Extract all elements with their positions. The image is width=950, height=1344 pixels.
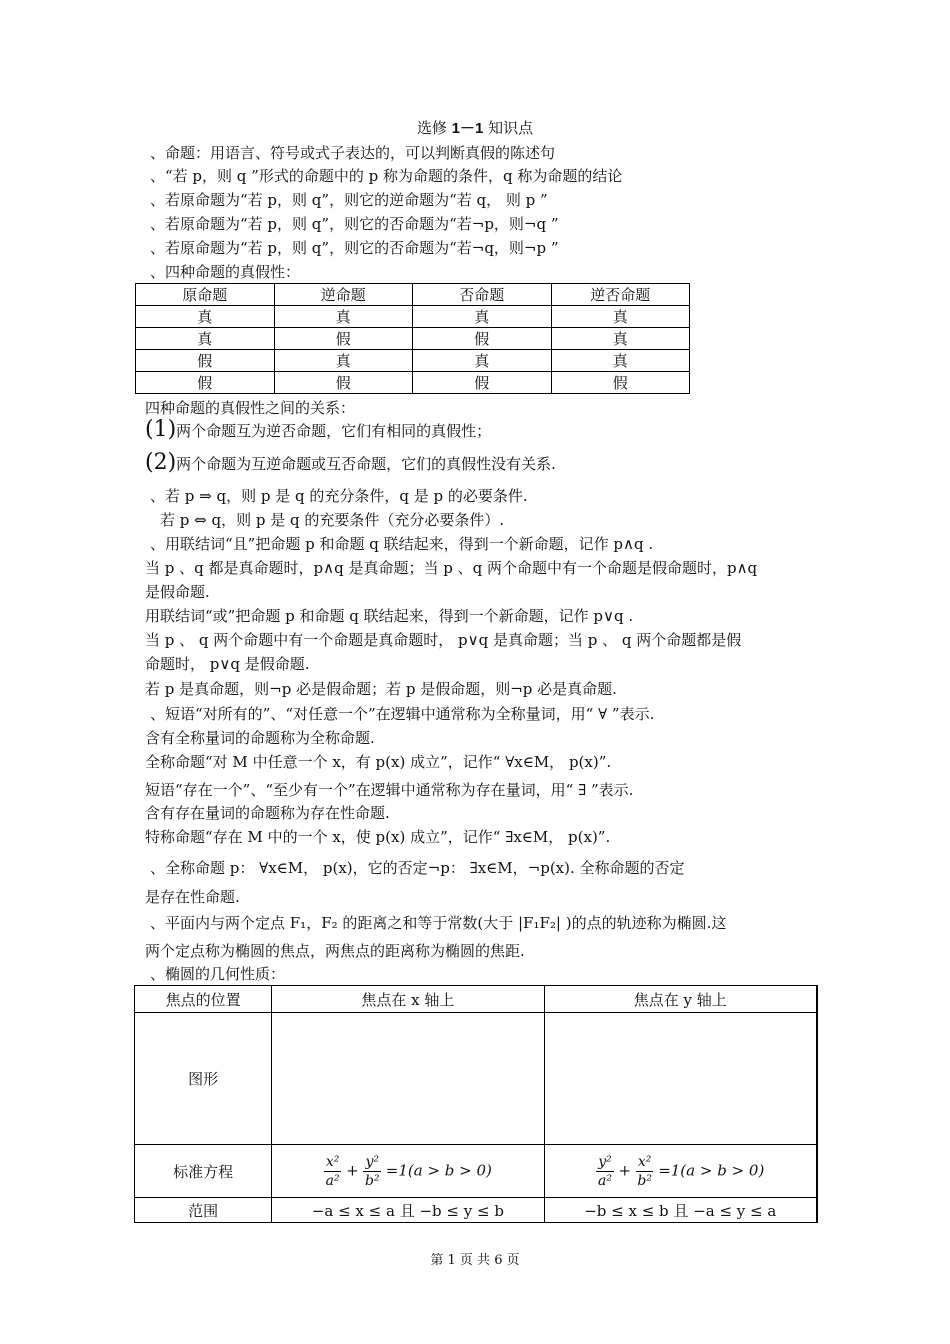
equation-tail: =1(a > b > 0): [385, 1161, 492, 1179]
title-suffix: 知识点: [488, 119, 534, 137]
table-row: [135, 1198, 818, 1223]
table-cell: 假: [274, 328, 413, 350]
denominator: b²: [637, 1172, 652, 1189]
equation-y-axis: $\frac{\text{y²}}{\text{a²}}$ + $\frac{\text{x²}}{\text{b²}}$ =1(a > b > 0): [544, 1145, 817, 1198]
table-cell: 真: [551, 328, 690, 350]
or-truth-1: 当 p 、 q 两个命题中有一个命题是真命题时， p∨q 是真命题；当 p 、 q 两个命题都是假: [145, 631, 742, 649]
item-proposition-def: 、命题：用语言、符号或式子表达的，可以判断真假的陈述句: [150, 144, 556, 162]
numerator: y²: [598, 1153, 612, 1170]
table-cell: 假: [413, 372, 552, 394]
table-row: [135, 1013, 818, 1145]
ellipse-definition-2: 两个定点称为椭圆的焦点，两焦点的距离称为椭圆的焦距.: [145, 942, 525, 960]
table-cell: 假: [136, 372, 275, 394]
table-row: [136, 284, 690, 306]
table-cell: 图形: [135, 1013, 272, 1145]
ellipse-properties-heading: 、椭圆的几何性质：: [150, 965, 286, 983]
table-cell: 假: [551, 372, 690, 394]
fraction: [596, 1153, 614, 1190]
figure-x-axis: [272, 1013, 544, 1145]
truth-table: [135, 283, 690, 394]
table-cell: 真: [274, 306, 413, 328]
numerator: x²: [637, 1153, 652, 1170]
title-prefix: 选修: [416, 119, 447, 137]
item-contrapositive: 、若原命题为“若 p，则 q”，则它的否命题为“若¬q，则¬p ”: [150, 239, 559, 257]
denominator: a²: [598, 1172, 612, 1189]
or-truth-2: 命题时， p∨q 是假命题.: [145, 655, 310, 673]
item-inverse: 、若原命题为“若 p，则 q”，则它的否命题为“若¬p，则¬q ”: [150, 215, 559, 233]
existential-proposition: 含有存在量词的命题称为存在性命题.: [145, 804, 390, 822]
existential-quantifier: 短语“存在一个”、“至少有一个”在逻辑中通常称为存在量词，用“ ∃ ”表示.: [145, 781, 634, 799]
equation-x-axis: $\frac{\text{x²}}{\text{a²}}$ + $\frac{\text{y²}}{\text{b²}}$ =1(a > b > 0): [272, 1145, 544, 1198]
item-condition-conclusion: 、“若 p，则 q ”形式的命题中的 p 称为命题的条件，q 称为命题的结论: [150, 167, 623, 185]
table-cell: 真: [413, 350, 552, 372]
ellipse-table: [134, 985, 818, 1223]
table-header: 逆否命题: [551, 284, 690, 306]
table-header: 焦点在 x 轴上: [272, 986, 544, 1013]
item-converse: 、若原命题为“若 p，则 q”，则它的逆命题为“若 q， 则 p ”: [150, 191, 548, 209]
table-header: 否命题: [413, 284, 552, 306]
table-cell: 假: [274, 372, 413, 394]
table-cell: 真: [136, 306, 275, 328]
table-cell: 真: [413, 306, 552, 328]
numerator: x²: [325, 1153, 340, 1170]
or-definition: 用联结词“或”把命题 p 和命题 q 联结起来，得到一个新命题，记作 p∨q .: [145, 607, 634, 625]
universal-proposition: 含有全称量词的命题称为全称命题.: [145, 729, 375, 747]
page-footer: 第 1 页 共 6 页: [430, 1253, 520, 1268]
existential-notation: 特称命题“存在 M 中的一个 x，使 p(x) 成立”，记作“ ∃x∈M， p(x)”.: [145, 828, 611, 846]
numerator: y²: [365, 1153, 379, 1170]
and-truth-1: 当 p 、q 都是真命题时，p∧q 是真命题；当 p 、q 两个命题中有一个命题是假命题时，p∧q: [145, 559, 758, 577]
item-truth-heading: 、四种命题的真假性：: [150, 263, 301, 281]
and-definition: 、用联结词“且”把命题 p 和命题 q 联结起来，得到一个新命题，记作 p∧q .: [150, 535, 654, 553]
relation-text-1: 两个命题互为逆否命题，它们有相同的真假性；: [176, 422, 492, 440]
table-cell: 真: [551, 306, 690, 328]
relation-heading: 四种命题的真假性之间的关系：: [145, 399, 356, 417]
table-row: [135, 986, 818, 1013]
range-y-axis: −b ≤ x ≤ b 且 −a ≤ y ≤ a: [544, 1198, 817, 1223]
table-cell: 真: [551, 350, 690, 372]
relation-number-1: (1): [145, 417, 177, 442]
table-cell: 假: [136, 350, 275, 372]
universal-quantifier: 、短语“对所有的”、“对任意一个”在逻辑中通常称为全称量词，用“ ∀ ”表示.: [150, 705, 655, 723]
table-header: 焦点在 y 轴上: [544, 986, 817, 1013]
title-number: 1－1: [451, 120, 484, 137]
page-title: [0, 118, 950, 139]
fraction: [363, 1153, 381, 1190]
table-cell: 真: [274, 350, 413, 372]
table-cell: 假: [413, 328, 552, 350]
table-cell: 标准方程: [135, 1145, 272, 1198]
negation-truth: 若 p 是真命题，则¬p 必是假命题；若 p 是假命题，则¬p 必是真命题.: [145, 680, 617, 698]
denominator: a²: [325, 1172, 340, 1189]
ellipse-definition-1: 、平面内与两个定点 F₁，F₂ 的距离之和等于常数(大于 |F₁F₂| )的点的轨迹称为椭圆.这: [150, 914, 727, 932]
and-truth-2: 是假命题.: [145, 583, 210, 601]
negation-universal-1: 、全称命题 p： ∀x∈M， p(x)，它的否定¬p： ∃x∈M，¬p(x). 全称命题的否定: [150, 859, 685, 877]
relation-number-2: (2): [145, 450, 177, 475]
universal-notation: 全称命题“对 M 中任意一个 x，有 p(x) 成立”，记作“ ∀x∈M， p(x)”.: [145, 753, 612, 771]
relation-item-2: [145, 450, 556, 475]
range-x-axis: −a ≤ x ≤ a 且 −b ≤ y ≤ b: [272, 1198, 544, 1223]
table-row: [136, 372, 690, 394]
table-row: [136, 350, 690, 372]
figure-y-axis: [544, 1013, 817, 1145]
table-header: 原命题: [136, 284, 275, 306]
table-cell: 真: [136, 328, 275, 350]
table-row: [136, 306, 690, 328]
table-header: 逆命题: [274, 284, 413, 306]
fraction: [636, 1153, 654, 1190]
denominator: b²: [364, 1172, 380, 1189]
relation-item-1: [145, 417, 492, 442]
relation-text-2: 两个命题为互逆命题或互否命题，它们的真假性没有关系.: [176, 455, 556, 473]
table-header: 焦点的位置: [135, 986, 272, 1013]
negation-universal-2: 是存在性命题.: [145, 888, 240, 906]
equation-tail: =1(a > b > 0): [658, 1161, 765, 1179]
sufficient-condition: 、若 p ⇒ q，则 p 是 q 的充分条件，q 是 p 的必要条件.: [150, 487, 528, 505]
table-row: [136, 328, 690, 350]
necessary-sufficient: 若 p ⇔ q，则 p 是 q 的充要条件（充分必要条件）.: [160, 511, 505, 529]
table-row: [135, 1145, 818, 1198]
table-cell: 范围: [135, 1198, 272, 1223]
fraction: [324, 1153, 342, 1190]
